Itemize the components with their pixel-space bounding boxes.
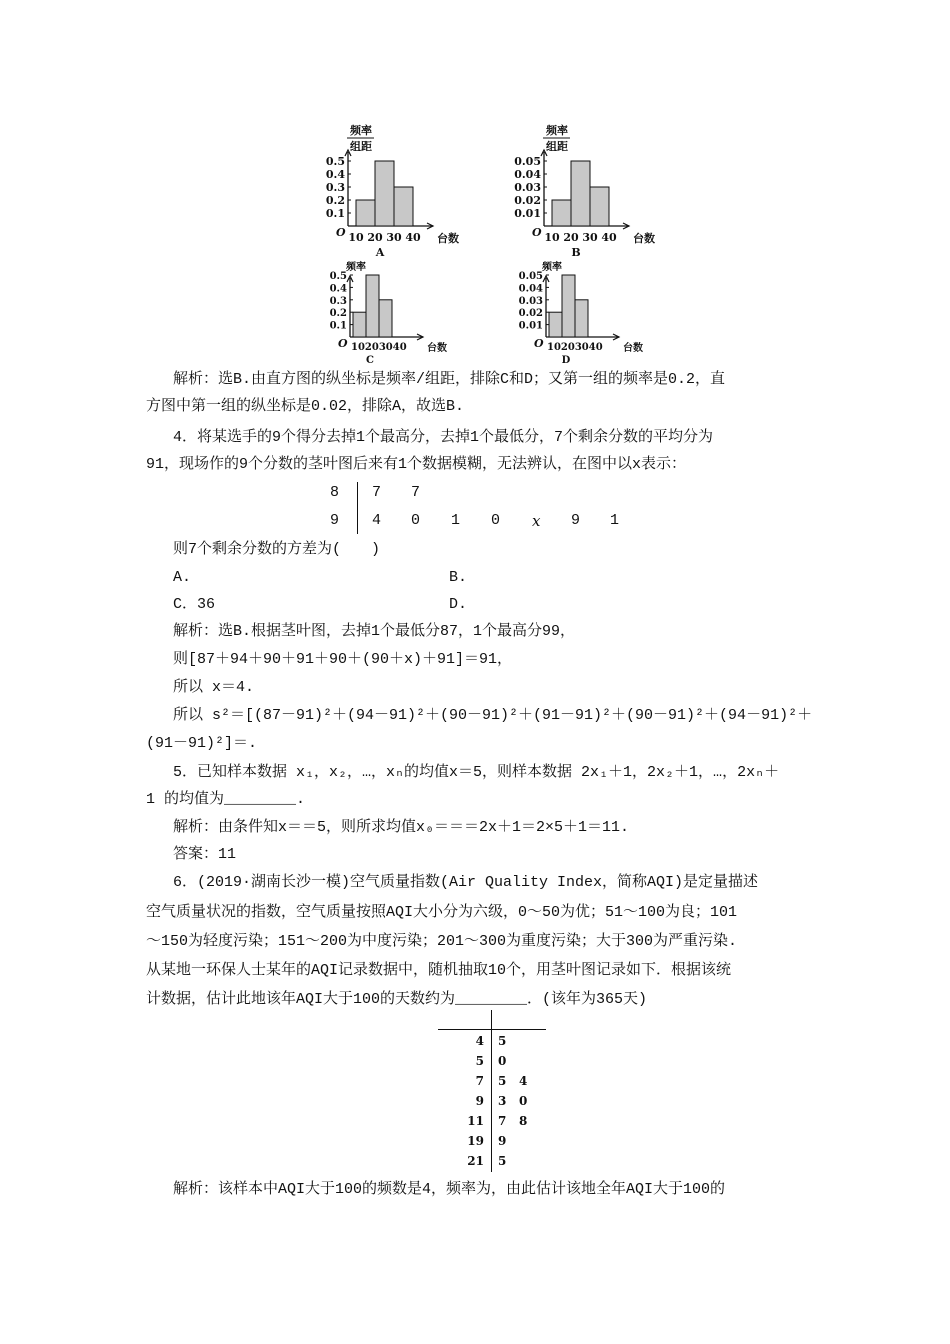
histogram-figure bbox=[0, 0, 950, 370]
x-tick-label: 10203040 bbox=[351, 342, 407, 353]
stem-divider bbox=[491, 1010, 492, 1172]
stem-value: 11 bbox=[467, 1114, 484, 1128]
y-title-top: 频率 bbox=[350, 124, 372, 137]
q4-question: 则7个剩余分数的方差为( ) bbox=[173, 541, 381, 558]
q3-analysis-line1: 解析：选B.由直方图的纵坐标是频率/组距，排除C和D；又第一组的频率是0.2，直 bbox=[173, 371, 726, 388]
y-title-top: 频率 bbox=[546, 124, 568, 137]
q4-line2: 91，现场作的9个分数的茎叶图后来有1个数据模糊，无法辨认，在图中以x表示： bbox=[146, 456, 687, 473]
stem-value: 9 bbox=[475, 1094, 484, 1108]
y-tick-label: 0.5 bbox=[329, 271, 347, 282]
q5-line2: 1 的均值为________. bbox=[146, 791, 306, 808]
y-tick-label: 0.02 bbox=[514, 194, 541, 207]
origin-label: O bbox=[534, 337, 544, 350]
leaf-unknown: x bbox=[532, 512, 541, 530]
y-tick-label: 0.1 bbox=[325, 207, 345, 220]
histogram-bar bbox=[552, 200, 571, 226]
histogram-bar bbox=[562, 275, 575, 337]
chart-letter-label: D bbox=[561, 355, 571, 366]
histogram-bar bbox=[394, 187, 413, 226]
q5-answer: 答案：11 bbox=[173, 846, 237, 863]
leaf-value: 7 bbox=[411, 484, 421, 501]
stem-value: 9 bbox=[330, 512, 340, 529]
q4-option-a: A. bbox=[173, 569, 192, 586]
x-unit-label: 台数 bbox=[623, 343, 643, 354]
y-title-bottom: 组距 bbox=[546, 140, 568, 153]
q6-line1: 6．(2019·湖南长沙一模)空气质量指数(Air Quality Index，简称AQI)是定量描述 bbox=[173, 874, 759, 891]
stem-value: 5 bbox=[475, 1054, 484, 1068]
q4-analysis-5: (91－91)²]＝. bbox=[146, 735, 258, 752]
leaf-value: 4 bbox=[519, 1074, 528, 1088]
y-tick-label: 0.01 bbox=[518, 320, 543, 332]
x-tick-label: 10 bbox=[348, 231, 364, 244]
chart-letter-label: B bbox=[571, 246, 581, 259]
y-tick-label: 0.03 bbox=[518, 295, 543, 307]
q4-analysis-3: 所以 x＝4. bbox=[173, 679, 255, 696]
x-tick-label: 20 bbox=[367, 231, 383, 244]
stem-value: 7 bbox=[475, 1074, 484, 1088]
leaf-value: 1 bbox=[610, 512, 620, 529]
leaf-value: 0 bbox=[498, 1054, 507, 1068]
q6-line2: 空气质量状况的指数，空气质量按照AQI大小分为六级，0～50为优；51～100为良；101 bbox=[146, 904, 738, 921]
q4-analysis-4: 所以 s²＝[(87－91)²＋(94－91)²＋(90－91)²＋(91－91)²＋(90－91)²＋(94－91)²＋ bbox=[173, 707, 813, 724]
histogram-bar bbox=[375, 161, 394, 226]
histogram-c bbox=[330, 260, 447, 366]
x-unit-label: 台数 bbox=[427, 343, 447, 354]
q3-analysis-line2: 方图中第一组的纵坐标是0.02，排除A，故选B. bbox=[146, 398, 465, 415]
q6-stem-leaf-plot bbox=[430, 1010, 560, 1175]
q4-analysis-1: 解析：选B.根据茎叶图，去掉1个最低分87，1个最高分99， bbox=[173, 623, 576, 640]
histogram-bar bbox=[379, 300, 392, 337]
x-tick-label: 30 bbox=[386, 231, 402, 244]
stem-value: 4 bbox=[475, 1034, 484, 1048]
leaf-value: 9 bbox=[571, 512, 581, 529]
y-tick-label: 0.05 bbox=[514, 155, 541, 168]
y-tick-label: 0.3 bbox=[325, 181, 345, 194]
leaf-value: 0 bbox=[491, 512, 501, 529]
leaf-value: 5 bbox=[498, 1074, 507, 1088]
y-title-bottom: 组距 bbox=[350, 140, 372, 153]
x-tick-label: 10203040 bbox=[547, 342, 603, 353]
histogram-bar bbox=[356, 200, 375, 226]
y-tick-label: 0.2 bbox=[325, 194, 345, 207]
leaf-value: 0 bbox=[519, 1094, 528, 1108]
leaf-value: 7 bbox=[498, 1114, 507, 1128]
stem-value: 8 bbox=[330, 484, 340, 501]
histogram-b bbox=[514, 123, 655, 259]
q4-line1: 4．将某选手的9个得分去掉1个最高分，去掉1个最低分，7个剩余分数的平均分为 bbox=[173, 429, 714, 446]
origin-label: O bbox=[532, 226, 542, 239]
histogram-bar bbox=[590, 187, 609, 226]
stem-value: 19 bbox=[467, 1134, 484, 1148]
y-tick-label: 0.2 bbox=[329, 308, 347, 320]
histogram-a bbox=[326, 123, 459, 259]
y-tick-label: 0.4 bbox=[325, 168, 345, 181]
leaf-value: 5 bbox=[498, 1034, 507, 1048]
x-unit-label: 台数 bbox=[633, 232, 655, 245]
q4-option-c: C．36 bbox=[173, 596, 216, 613]
q6-line4: 从某地一环保人士某年的AQI记录数据中，随机抽取10个，用茎叶图记录如下．根据该统 bbox=[146, 962, 732, 979]
leaf-value: 0 bbox=[411, 512, 421, 529]
y-title-top: 频率 bbox=[346, 262, 366, 273]
y-tick-label: 0.05 bbox=[518, 271, 543, 282]
y-tick-label: 0.03 bbox=[514, 181, 541, 194]
histogram-bar bbox=[571, 161, 590, 226]
histogram-d bbox=[519, 260, 643, 366]
leaf-value: 9 bbox=[498, 1134, 507, 1148]
y-tick-label: 0.04 bbox=[514, 168, 541, 181]
histogram-bar bbox=[549, 312, 562, 337]
y-tick-label: 0.02 bbox=[518, 308, 543, 320]
origin-label: O bbox=[336, 226, 346, 239]
chart-letter-label: C bbox=[366, 355, 374, 366]
leaf-value: 1 bbox=[451, 512, 461, 529]
q4-option-b: B. bbox=[449, 569, 468, 586]
y-tick-label: 0.01 bbox=[514, 207, 541, 220]
leaf-value: 5 bbox=[498, 1154, 507, 1168]
leaf-value: 3 bbox=[498, 1094, 507, 1108]
q4-stem-leaf-plot bbox=[320, 478, 640, 538]
origin-label: O bbox=[338, 337, 348, 350]
q6-analysis: 解析：该样本中AQI大于100的频数是4，频率为，由此估计该地全年AQI大于100的 bbox=[173, 1181, 726, 1198]
q4-analysis-2: 则[87＋94＋90＋91＋90＋(90＋x)＋91]＝91， bbox=[173, 651, 513, 668]
q5-analysis: 解析：由条件知x＝＝5，则所求均值x₀＝＝＝2x＋1＝2×5＋1＝11. bbox=[173, 819, 630, 836]
y-tick-label: 0.4 bbox=[329, 283, 347, 295]
x-tick-label: 40 bbox=[405, 231, 421, 244]
leaf-value: 4 bbox=[372, 512, 382, 529]
stem-header-line bbox=[438, 1029, 546, 1030]
histogram-bar bbox=[575, 300, 588, 337]
q6-line5: 计数据，估计此地该年AQI大于100的天数约为________．(该年为365天) bbox=[146, 991, 648, 1008]
x-tick-label: 30 bbox=[582, 231, 598, 244]
leaf-value: 8 bbox=[519, 1114, 528, 1128]
chart-letter-label: A bbox=[375, 246, 385, 259]
y-title-top: 频率 bbox=[542, 262, 562, 273]
q5-line1: 5．已知样本数据 x₁，x₂，…，xₙ的均值x＝5，则样本数据 2x₁＋1，2x₂＋1，…，2xₙ＋ bbox=[173, 764, 780, 781]
x-unit-label: 台数 bbox=[437, 232, 459, 245]
y-tick-label: 0.3 bbox=[329, 295, 347, 307]
y-tick-label: 0.5 bbox=[325, 155, 345, 168]
stem-value: 21 bbox=[467, 1154, 484, 1168]
y-tick-label: 0.04 bbox=[518, 283, 543, 295]
histogram-bar bbox=[366, 275, 379, 337]
leaf-value: 7 bbox=[372, 484, 382, 501]
histogram-bar bbox=[353, 312, 366, 337]
q4-option-d: D. bbox=[449, 596, 468, 613]
x-tick-label: 20 bbox=[563, 231, 579, 244]
x-tick-label: 10 bbox=[544, 231, 560, 244]
q6-line3: ～150为轻度污染；151～200为中度污染；201～300为重度污染；大于300为严重污染. bbox=[146, 933, 738, 950]
x-tick-label: 40 bbox=[601, 231, 617, 244]
y-tick-label: 0.1 bbox=[329, 320, 347, 332]
stem-divider bbox=[357, 482, 358, 534]
